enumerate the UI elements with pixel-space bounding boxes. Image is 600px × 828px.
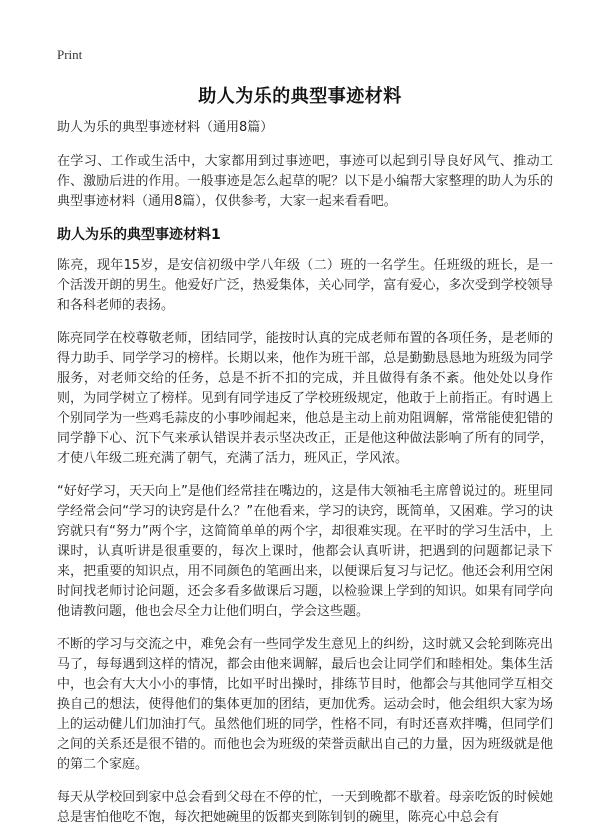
- body-paragraph-4: 不断的学习与交流之中，难免会有一些同学发生意见上的纠纷，这时就又会轮到陈亮出马了，每每遇到这样的情况，都会由他来调解，最后也会让同学们和睦相处。集体生活中，也会有大大小小的事情，比如平时出操时，排练节目时，他都会与其他同学互相交换自己的想法，使得他们的集体更加的团结，更加优秀。运动会时，他会组织大家为场上的运动健儿们加油打气。虽然他们班的同学，性格不同，有时还喜欢拌嘴，但同学们之间的关系还是很不错的。而他也会为班级的荣誉贡献出自己的力量，因为班级就是他的第二个家庭。: [57, 637, 553, 772]
- page-title: 助人为乐的典型事迹材料: [198, 86, 402, 107]
- body-paragraph-5: 每天从学校回到家中总会看到父母在不停的忙，一天到晚都不歇着。母亲吃饭的时候她总是害怕他吃不饱，每次把她碗里的饭都夹到陈钊钊的碗里，陈亮心中总会有: [57, 790, 553, 825]
- body-paragraph-2: 陈亮同学在校尊敬老师，团结同学，能按时认真的完成老师布置的各项任务，是老师的得力助手、同学学习的榜样。长期以来，他作为班干部，总是勤勤恳恳地为班级为同学服务，对老师交给的任务，总是不折不扣的完成，并且做得有条不紊。他处处以身作则，为同学树立了榜样。见到有同学违反了学校班级规定，他敢于上前指正。有时遇上个别同学为一些鸡毛蒜皮的小事吵闹起来，他总是主动上前劝阻调解，常常能使犯错的同学静下心、沉下气来承认错误并表示坚决改正，正是他这种做法影响了所有的同学，才使八年级二班充满了朝气，充满了活力，班风正，学风浓。: [57, 331, 553, 466]
- section-heading: 助人为乐的典型事迹材料1: [57, 227, 221, 243]
- article-subtitle: 助人为乐的典型事迹材料（通用8篇）: [57, 120, 274, 135]
- body-paragraph-3: “好好学习，天天向上”是他们经常挂在嘴边的，这是伟大领袖毛主席曾说过的。班里同学经常会问“学习的诀窍是什么？”在他看来，学习的诀窍，既简单，又困难。学习的诀窍就只有“努力”两个字，这简简单单的两个字，却很难实现。在平时的学习生活中，上课时，认真听讲是很重要的，每次上课时，他都会认真听讲，把遇到的问题都记录下来，把重要的知识点，用不同颜色的笔画出来，以便课后复习与记忆。他还会利用空闲时间找老师讨论问题，还会多看多做课后习题，以检验课上学到的知识。如果有同学向他请教问题，他也会尽全力让他们明白，学会这些题。: [57, 484, 553, 619]
- body-paragraph-1: 陈亮，现年15岁，是安信初级中学八年级（二）班的一名学生。任班级的班长，是一个活泼开朗的男生。他爱好广泛，热爱集体，关心同学，富有爱心，多次受到学校领导和各科老师的表扬。: [57, 258, 553, 313]
- print-link[interactable]: Print: [57, 47, 83, 62]
- intro-paragraph: 在学习、工作或生活中，大家都用到过事迹吧，事迹可以起到引导良好风气、推动工作、激励后进的作用。一般事迹是怎么起草的呢？以下是小编帮大家整理的助人为乐的典型事迹材料（通用8篇），仅供参考，大家一起来看看吧。: [57, 154, 553, 209]
- article-body: [57, 118, 553, 828]
